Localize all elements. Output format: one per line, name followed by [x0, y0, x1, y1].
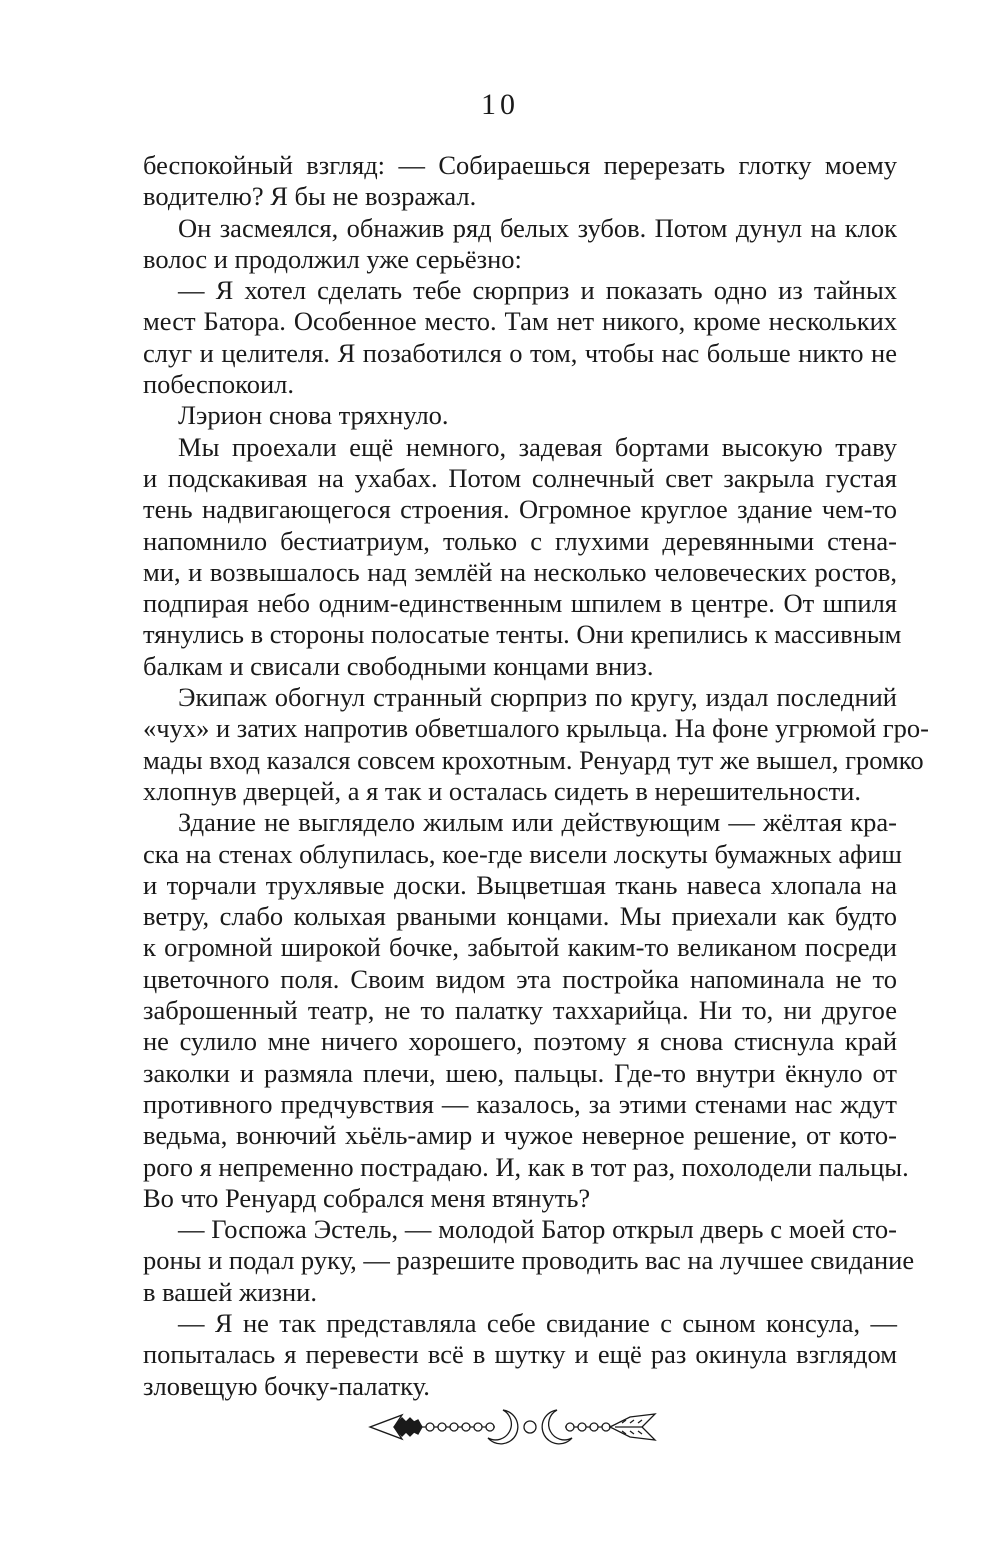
text-line: ми, и возвышалось над землёй на несколько человеческих ростов, [143, 556, 897, 587]
text-line: заколки и размяла плечи, шею, пальцы. Где-то внутри ёкнуло от [143, 1057, 897, 1088]
text-line: и подскакивая на ухабах. Потом солнечный свет закрыла густая [143, 462, 897, 493]
text-line: мады вход казался совсем крохотным. Ренуард тут же вышел, громко [143, 744, 924, 775]
text-line: подпирая небо одним-единственным шпилем в центре. От шпиля [143, 588, 897, 619]
text-line: Здание не выглядело жилым или действующим — жёлтая кра- [178, 807, 897, 838]
paragraph [143, 431, 902, 682]
text-line: цветочного поля. Своим видом эта постройка напоминала не то [143, 963, 897, 994]
text-line: балкам и свисали свободными концами вниз. [143, 650, 654, 681]
text-line: противного предчувствия — казалось, за этими стенами нас ждут [143, 1088, 897, 1119]
text-line: не сулило мне ничего хорошего, поэтому я снова стиснула край [143, 1026, 897, 1057]
text-line: хлопнув дверцей, а я так и осталась сидеть в нерешительности. [143, 775, 861, 806]
text-line: тянулись в стороны полосатые тенты. Они крепились к массивным [143, 619, 902, 650]
text-line: «чух» и затих напротив обветшалого крыльца. На фоне угрюмой гро- [143, 713, 929, 744]
text-line: к огромной широкой бочке, забытой каким-то великаном посреди [143, 932, 897, 963]
text-line: ведьма, вонючий хьёль-амир и чужое неверное решение, от кото- [143, 1120, 897, 1151]
paragraph [143, 1214, 915, 1308]
text-line: напомнило бестиатриум, только с глухими деревянными стена- [143, 525, 897, 556]
text-line: водителю? Я бы не возражал. [143, 181, 477, 212]
text-line: рого я непременно пострадаю. И, как в тот раз, похолодели пальцы. [143, 1151, 909, 1182]
text-line: побеспокоил. [143, 369, 294, 400]
text-line: ветру, слабо колыхая рваными концами. Мы приехали как будто [143, 901, 897, 932]
arrow-moon-ornament-icon [360, 1400, 660, 1450]
text-line: заброшенный театр, не то палатку таххарийца. Ни то, ни другое [143, 995, 897, 1026]
text-line: — Я не так представляла себе свидание с сыном консула, — [178, 1307, 897, 1338]
text-line: — Госпожа Эстель, — молодой Батор открыл дверь с моей сто- [178, 1214, 897, 1245]
paragraph [143, 275, 897, 400]
paragraph [143, 1308, 897, 1402]
text-line: мест Батора. Особенное место. Там нет никого, кроме нескольких [143, 306, 897, 337]
text-line: Экипаж обогнул странный сюрприз по кругу, издал последний [178, 682, 897, 713]
text-line: Он засмеялся, обнажив ряд белых зубов. Потом дунул на клок [178, 212, 897, 243]
text-line: роны и подал руку, — разрешите проводить вас на лучшее свидание [143, 1245, 915, 1276]
text-line: Мы проехали ещё немного, задевая бортами высокую траву [178, 431, 897, 462]
paragraph [143, 213, 897, 276]
text-line: в вашей жизни. [143, 1276, 317, 1307]
text-line: ска на стенах облупилась, кое-где висели лоскуты бумажных афиш [143, 838, 902, 869]
body-text [143, 150, 929, 1402]
text-line: беспокойный взгляд: — Собираешься перерезать глотку моему [143, 150, 897, 180]
text-line: — Я хотел сделать тебе сюрприз и показать одно из тайных [178, 275, 897, 306]
text-line: Во что Ренуард собрался меня втянуть? [143, 1182, 591, 1213]
text-line: тень надвигающегося строения. Огромное круглое здание чем-то [143, 494, 897, 525]
text-line: Лэрион снова тряхнуло. [178, 400, 449, 431]
text-line: зловещую бочку-палатку. [143, 1370, 430, 1401]
text-line: волос и продолжил уже серьёзно: [143, 243, 522, 274]
paragraph [143, 400, 897, 431]
text-line: слуг и целителя. Я позаботился о том, чтобы нас больше никто не [143, 337, 897, 368]
page-number: 10 [481, 88, 519, 121]
paragraph [143, 150, 897, 213]
paragraph [143, 807, 909, 1214]
text-line: попыталась я перевести всё в шутку и ещё раз окинула взглядом [143, 1339, 897, 1370]
paragraph [143, 682, 929, 807]
text-line: и торчали трухлявые доски. Выцветшая ткань навеса хлопала на [143, 869, 897, 900]
